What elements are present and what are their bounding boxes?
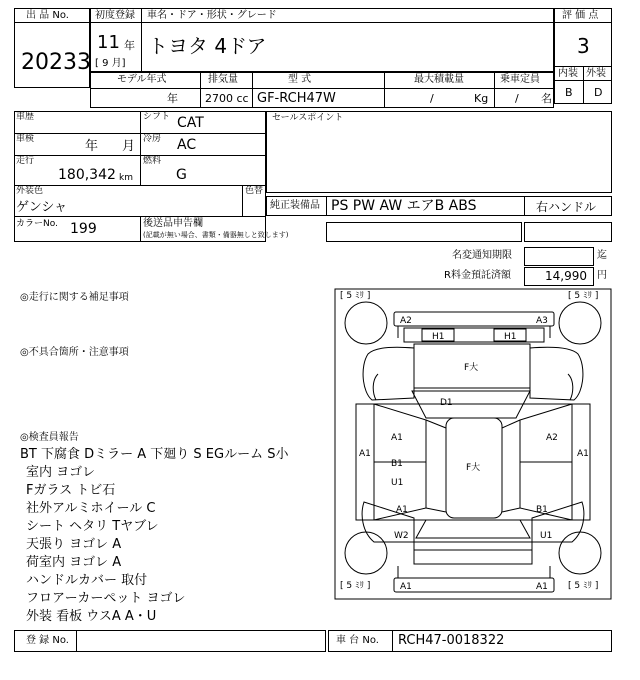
name-change-deadline-label: 名変通知期限 [452,250,512,261]
exterior-grade: D [594,86,603,99]
report-line: 荷室内 ヨゴレ A [26,555,122,570]
registration-year-unit: 年 [124,39,135,52]
equipment-value: PS PW AW エアB ABS [331,198,477,214]
report-line: シート ヘタリ Tヤブレ [26,519,159,534]
car-name: トヨタ 4ドア [148,34,267,58]
color-label: 外装色 [16,186,44,196]
inspector-report [20,446,320,626]
recycle-fee-label: R料金預託済額 [444,270,511,281]
rating-label: 評 価 点 [562,10,599,21]
mark-u1-right: U1 [540,531,553,541]
report-line: 天張り ヨゴレ A [26,537,122,552]
tire-depth-rear-right: [ 5 ﾐﾘ ] [568,581,599,591]
mark-a1-right-outer: A1 [577,449,589,459]
shift-label: シフト [143,112,171,122]
post-report-note: (記載が無い場合、書類・備器無しと致します) [143,231,289,239]
displacement-label: 排気量 [208,74,238,85]
car-name-label: 車名・ドア・形状・グレード [147,10,277,21]
inspection-year-unit: 年 [85,139,99,154]
mileage-value: 180,342 [58,167,116,183]
fuel-value: G [176,167,187,183]
report-line: 室内 ヨゴレ [26,465,96,480]
lot-number-label: 出 品 No. [26,10,69,21]
driving-notes-heading: ◎走行に関する補足事項 [20,292,129,303]
defects-notes-heading: ◎不具合箇所・注意事項 [20,347,129,358]
capacity-unit: 名 [541,92,552,105]
mileage-unit: km [119,173,133,183]
ac-label: 冷房 [143,134,162,144]
car-damage-diagram [334,288,612,600]
tire-depth-front-right: [ 5 ﾐﾘ ] [568,291,599,301]
report-line: 外装 看板 ウスA A・U [26,609,157,624]
registration-month: [ 9 月] [95,58,126,69]
mark-b1-right: B1 [536,505,548,515]
report-line: 社外アルミホイール C [26,501,156,516]
color-value: ゲンシャ [16,200,68,215]
fuel-label: 燃料 [143,156,162,166]
first-registration-label: 初度登録 [95,10,135,21]
shift-value: CAT [177,115,204,131]
empty-box-2 [524,222,612,242]
mark-a2-right-door: A2 [546,433,558,443]
mark-w2: W2 [394,531,409,541]
max-load-unit: Kg [474,92,489,105]
rating-score: 3 [577,34,590,58]
equipment-label: 純正装備品 [270,200,320,211]
mark-u1-left: U1 [391,478,404,488]
mark-a1-rear-bumper-right: A1 [536,582,548,592]
model-code: GF-RCH47W [257,91,336,106]
mark-a1-rear-bumper-left: A1 [400,582,412,592]
max-load-label: 最大積載量 [414,74,464,85]
ac-value: AC [177,137,197,153]
color-number: 199 [70,221,97,237]
empty-box-1 [326,222,522,242]
report-line: ハンドルカバー 取付 [26,573,148,588]
capacity-label: 乗車定員 [500,74,540,85]
registration-year: 11 [97,32,120,53]
sales-point-box [266,111,612,193]
mark-b1-left: B1 [391,459,403,469]
mark-d1: D1 [440,398,453,408]
sales-point-label: セールスポイント [272,113,344,123]
inspection-label: 車検 [16,134,35,144]
name-change-deadline-field [524,247,594,266]
registration-number-label: 登 録 No. [26,635,69,646]
chassis-number-label: 車 台 No. [336,635,379,646]
capacity: / [515,92,519,105]
report-line: BT 下腐食 Dミラー A 下廻り S EGルーム S小 [20,447,289,462]
interior-grade: B [565,86,573,99]
report-line: Fガラス トビ石 [26,483,116,498]
model-year-label: モデル年式 [117,74,167,85]
color-number-label: カラーNo. [16,219,58,229]
recycle-fee-amount: 14,990 [545,269,587,283]
model-year-unit: 年 [167,92,178,105]
max-load: / [430,92,434,105]
post-report-label: 後送品申告欄 [143,218,203,229]
mark-a1-left-outer: A1 [359,449,371,459]
name-change-deadline-unit: 迄 [597,250,607,261]
model-code-label: 型 式 [288,74,312,85]
mark-f-large-roof: F大 [466,463,481,473]
mark-f-large-hood: F大 [464,363,479,373]
mileage-label: 走行 [16,156,35,166]
interior-grade-label: 内装 [558,68,578,79]
tire-depth-rear-left: [ 5 ﾐﾘ ] [340,581,371,591]
color-change-label: 色替 [245,186,264,196]
exterior-grade-label: 外装 [586,68,606,79]
inspector-report-heading: ◎検査員報告 [20,432,79,443]
mark-a1-left-rear: A1 [396,505,408,515]
displacement: 2700 cc [205,92,249,105]
inspection-month-unit: 月 [122,139,136,154]
steering-position: 右ハンドル [536,200,597,214]
mark-h1-left: H1 [432,332,445,342]
tire-depth-front-left: [ 5 ﾐﾘ ] [340,291,371,301]
history-label: 車歴 [16,112,35,122]
mark-a3-front-bumper: A3 [536,316,548,326]
mark-a1-left-door: A1 [391,433,403,443]
mark-a2-front-bumper: A2 [400,316,412,326]
chassis-number: RCH47-0018322 [398,633,505,648]
report-line: フロアーカーペット ヨゴレ [26,591,186,606]
mark-h1-right: H1 [504,332,517,342]
lot-number: 20233 [21,50,91,75]
recycle-fee-unit: 円 [597,270,607,281]
